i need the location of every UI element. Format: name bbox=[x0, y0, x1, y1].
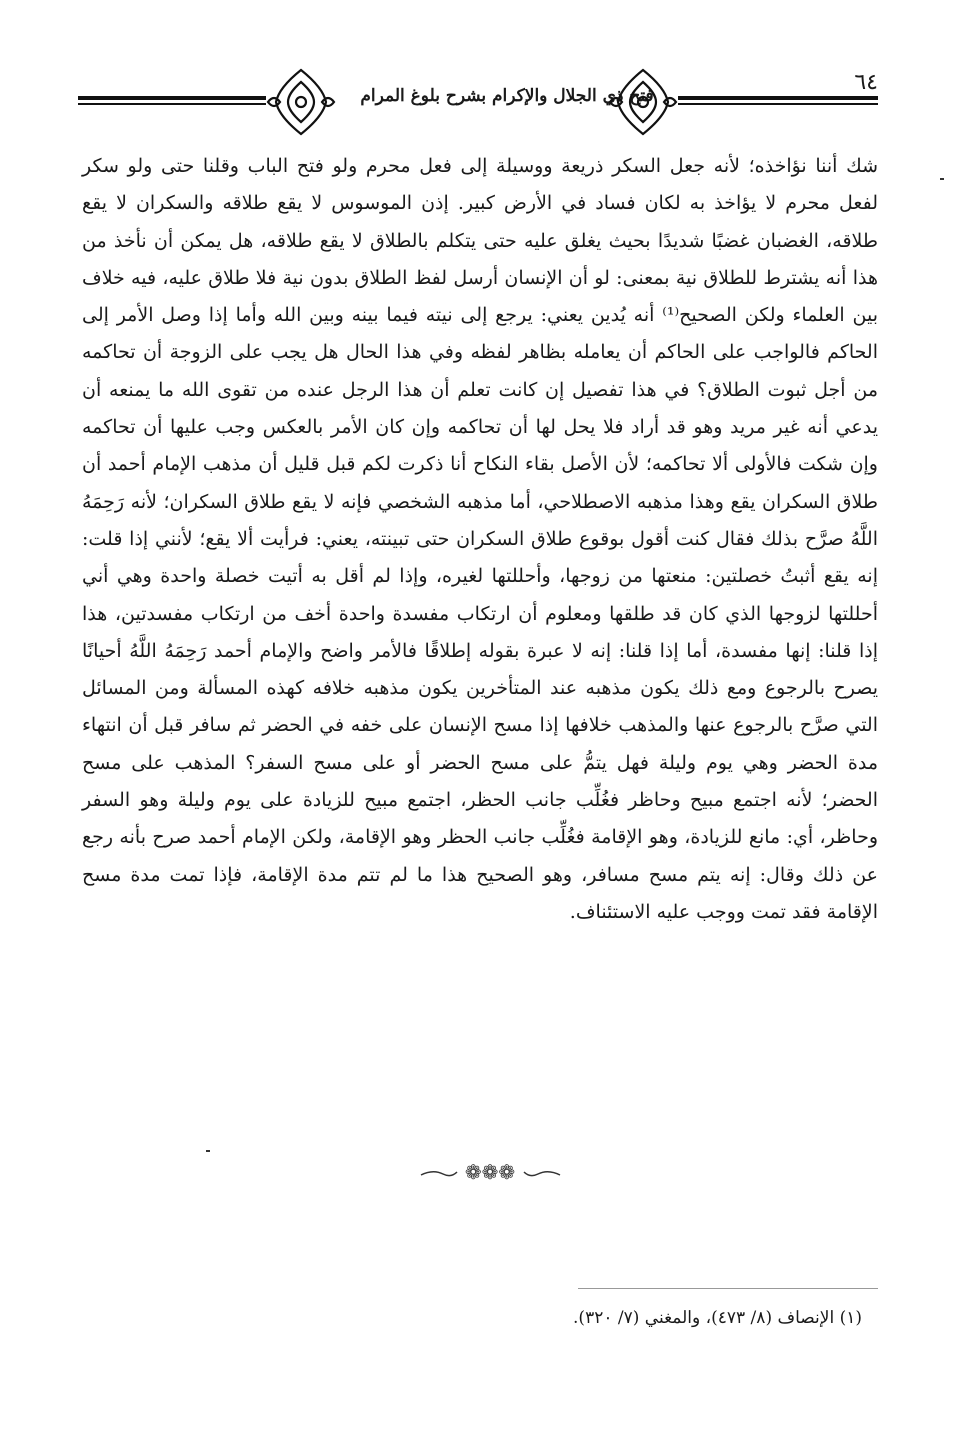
footnote-rule bbox=[578, 1288, 878, 1289]
header-rule-left bbox=[78, 96, 266, 108]
scan-speck bbox=[206, 1150, 210, 1152]
page-header bbox=[78, 62, 878, 142]
running-title: فتح ذي الجلال والإكرام بشرح بلوغ المرام bbox=[360, 86, 654, 106]
section-divider bbox=[380, 1160, 600, 1190]
divider-glyphs: ❁❁❁ bbox=[464, 1160, 516, 1184]
floral-ornament-icon bbox=[608, 64, 678, 140]
swash-right-icon bbox=[522, 1169, 562, 1179]
page-number: ٦٤ bbox=[854, 70, 878, 95]
swash-left-icon bbox=[419, 1169, 459, 1179]
main-paragraph: شك أننا نؤاخذه؛ لأنه جعل السكر ذريعة ووسيلة إلى فعل محرم ولو فتح الباب وقلنا حتى ولو سكر لفعل محرم لا يؤاخذ به لكان فساد في الأرض كبير. إذن الموسوس لا يقع طلاقه والسكران لا يقع طلاقه، الغضبان غضبًا شديدًا بحيث يغلق عليه حتى يتكلم بالطلاق لا يقع طلاقه، هل يمكن أن نأخذ من هذا أنه يشترط للطلاق نية بمعنى: لو أن الإنسان أرسل لفظ الطلاق بدون نية فلا طلاق عليه، فيه خلاف بين العلماء ولكن الصحيح⁽¹⁾ أنه يُدين يعني: يرجع إلى نيته فيما بينه وبين الله وأما إذا وصل الأمر إلى الحاكم فالواجب على الحاكم أن يعامله بظاهر لفظه وفي هذا الحال هل يجب على الزوجة أن تحاكمه من أجل ثبوت الطلاق؟ في هذا تفصيل إن كانت تعلم أن هذا الرجل عنده من تقوى الله ما يمنعه أن يدعي أنه غير مريد وهو قد أراد فلا يحل لها أن تحاكمه وإن كان الأمر بالعكس وجب عليها أن تحاكمه وإن شكت فالأولى ألا تحاكمه؛ لأن الأصل بقاء النكاح أنا ذكرت لكم قبل قليل أن مذهب الإمام أحمد أن طلاق السكران يقع وهذا مذهبه الاصطلاحي، أما مذهبه الشخصي فإنه لا يقع طلاق السكران؛ لأنه رَحِمَهُ اللَّهُ صرَّح بذلك فقال كنت أقول بوقوع طلاق السكران حتى تبينته، يعني: فرأيت ألا يقع؛ لأنني إذا قلت: إنه يقع أثبتُ خصلتين: منعتها من زوجها، وأحللتها لغيره، وإذا لم أقل به أتيت خصلة واحدة وهي أني أحللتها لزوجها الذي كان قد طلقها ومعلوم أن ارتكاب مفسدة واحدة أخف من ارتكاب مفسدتين، هذا إذا قلنا: إنها مفسدة، أما إذا قلنا: إنه لا عبرة بقوله إطلاقًا فالأمر واضح والإمام أحمد رَحِمَهُ اللَّهُ أحيانًا يصرح بالرجوع ومع ذلك يكون مذهبه عند المتأخرين يكون مذهبه خلافه كهذه المسألة ومن المسائل التي صرَّح بالرجوع عنها والمذهب خلافها إذا مسح الإنسان على خفه في الحضر ثم سافر قبل أن انتهاء مدة الحضر وهي يوم وليلة فهل يتمُّ على مسح الحضر أو على مسح السفر؟ المذهب على مسح الحضر؛ لأنه اجتمع مبيح وحاظر فغُلِّب جانب الحظر، اجتمع مبيح للزيادة على يوم وليلة وهو السفر وحاظر، أي: مانع للزيادة، وهو الإقامة فغُلِّب جانب الحظر وهو الإقامة، ولكن الإمام أحمد صرح بأنه رجع عن ذلك وقال: إنه يتم مسح مسافر، وهو الصحيح هذا ما لم تتم مدة الإقامة، فإذا تمت مدة مسح الإقامة فقد تمت ووجب عليه الاستئناف. bbox=[82, 155, 879, 923]
scan-speck bbox=[940, 178, 944, 180]
header-rule-right bbox=[678, 96, 878, 108]
footnote: (١) الإنصاف (٨/ ٤٧٣)، والمغني (٧/ ٣٢٠). bbox=[573, 1308, 862, 1328]
floral-ornament-icon bbox=[266, 64, 336, 140]
